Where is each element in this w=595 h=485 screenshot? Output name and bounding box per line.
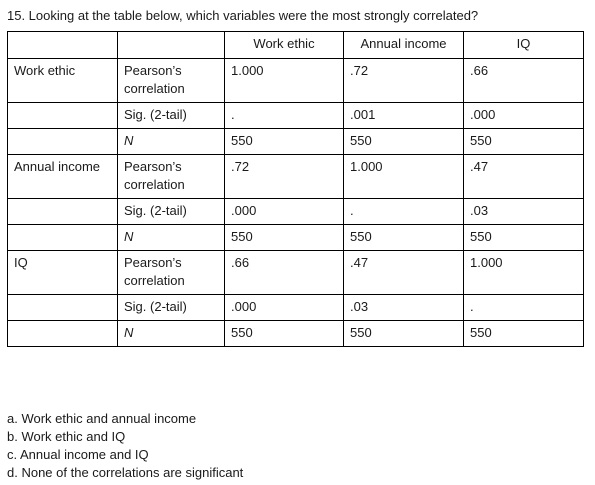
cell-annual-income: . <box>344 199 464 225</box>
header-cell-blank <box>8 32 118 59</box>
row-statistic-cell: Pearson’s correlation <box>118 155 225 199</box>
cell-work-ethic: 550 <box>225 321 344 347</box>
row-statistic-cell: N <box>118 225 225 251</box>
table-header-row <box>8 32 584 59</box>
cell-iq: . <box>464 295 584 321</box>
table-row <box>8 129 584 155</box>
cell-annual-income: .001 <box>344 103 464 129</box>
row-variable-cell <box>8 129 118 155</box>
row-variable-cell <box>8 199 118 225</box>
cell-iq: .03 <box>464 199 584 225</box>
table-row <box>8 59 584 103</box>
cell-annual-income: 1.000 <box>344 155 464 199</box>
row-statistic-cell: Pearson’s correlation <box>118 251 225 295</box>
cell-iq: .000 <box>464 103 584 129</box>
row-variable-cell <box>8 103 118 129</box>
question-text: 15. Looking at the table below, which variables were the most strongly correlated? <box>7 8 479 23</box>
cell-annual-income: .72 <box>344 59 464 103</box>
cell-annual-income: 550 <box>344 321 464 347</box>
cell-iq: .66 <box>464 59 584 103</box>
cell-iq: 550 <box>464 225 584 251</box>
cell-annual-income: .03 <box>344 295 464 321</box>
table-row <box>8 321 584 347</box>
cell-annual-income: 550 <box>344 225 464 251</box>
row-variable-cell: IQ <box>8 251 118 295</box>
row-statistic-cell: Sig. (2-tail) <box>118 103 225 129</box>
row-statistic-cell: N <box>118 321 225 347</box>
table-row <box>8 199 584 225</box>
cell-work-ethic: .000 <box>225 199 344 225</box>
cell-iq: 1.000 <box>464 251 584 295</box>
header-cell-annual-income: Annual income <box>344 32 464 59</box>
correlation-table <box>7 31 584 347</box>
row-statistic-cell: Sig. (2-tail) <box>118 199 225 225</box>
table-row <box>8 251 584 295</box>
cell-work-ethic: . <box>225 103 344 129</box>
header-cell-blank <box>118 32 225 59</box>
answer-option-d[interactable]: d. None of the correlations are significant <box>7 465 244 480</box>
row-statistic-cell: N <box>118 129 225 155</box>
table-row <box>8 155 584 199</box>
cell-iq: 550 <box>464 321 584 347</box>
cell-work-ethic: .72 <box>225 155 344 199</box>
answer-option-c[interactable]: c. Annual income and IQ <box>7 447 149 462</box>
row-variable-cell: Work ethic <box>8 59 118 103</box>
cell-work-ethic: 550 <box>225 225 344 251</box>
cell-annual-income: .47 <box>344 251 464 295</box>
cell-iq: 550 <box>464 129 584 155</box>
row-statistic-cell: Sig. (2-tail) <box>118 295 225 321</box>
table-row <box>8 103 584 129</box>
cell-work-ethic: 550 <box>225 129 344 155</box>
cell-annual-income: 550 <box>344 129 464 155</box>
row-variable-cell <box>8 295 118 321</box>
row-variable-cell: Annual income <box>8 155 118 199</box>
row-variable-cell <box>8 321 118 347</box>
cell-iq: .47 <box>464 155 584 199</box>
row-variable-cell <box>8 225 118 251</box>
answer-option-a[interactable]: a. Work ethic and annual income <box>7 411 197 426</box>
cell-work-ethic: 1.000 <box>225 59 344 103</box>
table-row <box>8 295 584 321</box>
header-cell-work-ethic: Work ethic <box>225 32 344 59</box>
row-statistic-cell: Pearson’s correlation <box>118 59 225 103</box>
cell-work-ethic: .000 <box>225 295 344 321</box>
header-cell-iq: IQ <box>464 32 584 59</box>
table-row <box>8 225 584 251</box>
answer-options <box>7 410 243 482</box>
cell-work-ethic: .66 <box>225 251 344 295</box>
answer-option-b[interactable]: b. Work ethic and IQ <box>7 429 126 444</box>
